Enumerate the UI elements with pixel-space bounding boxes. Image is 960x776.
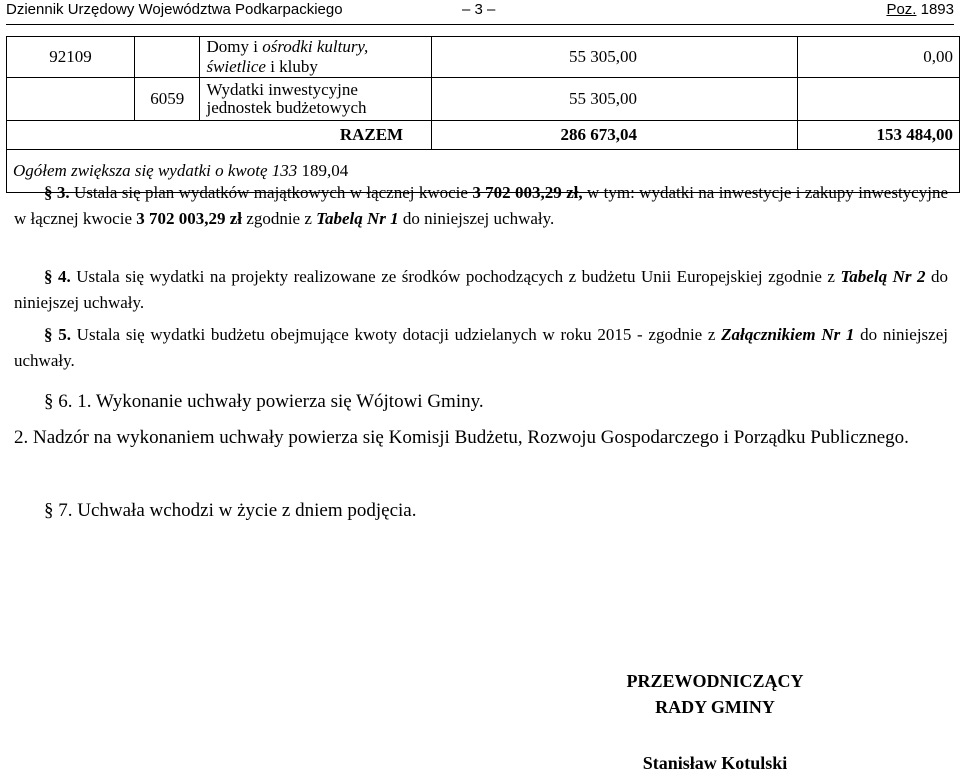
table-row <box>7 37 960 78</box>
text: do niniejszej uchwały. <box>14 267 948 312</box>
page-header <box>6 0 954 25</box>
table-row <box>7 121 960 150</box>
page-number: – 3 – <box>462 1 496 18</box>
section-number: § 3. <box>44 183 70 202</box>
paragraph-6-2 <box>14 423 948 453</box>
total-label: RAZEM <box>7 121 432 150</box>
signature-name: Stanisław Kotulski <box>642 753 788 773</box>
paragraph-5 <box>14 322 948 374</box>
amount1-cell: 55 305,00 <box>432 78 798 121</box>
amount1-cell: 55 305,00 <box>432 37 798 78</box>
section-cell <box>7 78 135 121</box>
name-cell <box>200 37 432 78</box>
code-cell <box>134 37 200 78</box>
paragraph-3 <box>14 180 948 232</box>
summary-italic: Ogółem zwiększa się wydatki o kwotę 133 <box>13 161 298 180</box>
attachment-reference: Załącznikiem Nr 1 <box>721 325 855 344</box>
table-reference: Tabelą Nr 1 <box>316 209 399 228</box>
amount: 3 702 003,29 zł, <box>472 183 583 202</box>
table-row <box>7 78 960 121</box>
name-italic: ośrodki kultury, świetlice <box>206 37 369 76</box>
position-number: 1893 <box>920 1 954 18</box>
text: Ustala się plan wydatków majątkowych w łącznej kwocie <box>69 183 473 202</box>
text: w tym: wydatki na inwestycje i zakupy inwestycyjne w łącznej kwocie <box>14 183 948 228</box>
summary-amount: 189,04 <box>297 161 349 180</box>
amount2-cell: 0,00 <box>798 37 960 78</box>
text: do niniejszej uchwały. <box>398 209 555 228</box>
text: § 6. 1. Wykonanie uchwały powierza się Wójtowi Gminy. <box>44 391 484 412</box>
text: zgodnie z <box>242 209 317 228</box>
amount2-cell <box>798 78 960 121</box>
text: Ustala się wydatki na projekty realizowane ze środków pochodzących z budżetu Unii Europejskiej zgodnie z <box>70 267 841 286</box>
text: § 7. Uchwała wchodzi w życie z dniem podjęcia. <box>44 500 417 521</box>
name-cell: Wydatki inwestycyjne jednostek budżetowych <box>200 78 432 121</box>
section-number: § 4. <box>44 267 71 286</box>
paragraph-4 <box>14 264 948 316</box>
name-text: Domy i <box>206 37 263 56</box>
text: 2. Nadzór na wykonaniem uchwały powierza się Komisji Budżetu, Rozwoju Gospodarczego i Porządku Publicznego. <box>14 427 909 448</box>
paragraph-6-1 <box>14 387 948 417</box>
text: do niniejszej uchwały. <box>14 325 948 370</box>
text: Ustala się wydatki budżetu obejmujące kwoty dotacji udzielanych w roku 2015 - zgodnie z <box>70 325 722 344</box>
journal-title: Dziennik Urzędowy Województwa Podkarpackiego <box>6 1 343 18</box>
paragraph-7 <box>14 496 948 526</box>
table-reference: Tabelą Nr 2 <box>840 267 926 286</box>
total-amount1: 286 673,04 <box>432 121 798 150</box>
name-text-end: i kluby <box>265 57 318 76</box>
budget-table <box>6 36 960 193</box>
signature-title-1: PRZEWODNICZĄCY <box>626 671 804 691</box>
signature-title-2: RADY GMINY <box>655 697 775 717</box>
position-prefix[interactable]: Poz. <box>886 1 917 18</box>
position-ref[interactable] <box>886 0 954 21</box>
section-number: § 5. <box>44 325 71 344</box>
total-amount2: 153 484,00 <box>798 121 960 150</box>
section-cell: 92109 <box>7 37 135 78</box>
amount: 3 702 003,29 zł <box>136 209 243 228</box>
code-cell: 6059 <box>134 78 200 121</box>
